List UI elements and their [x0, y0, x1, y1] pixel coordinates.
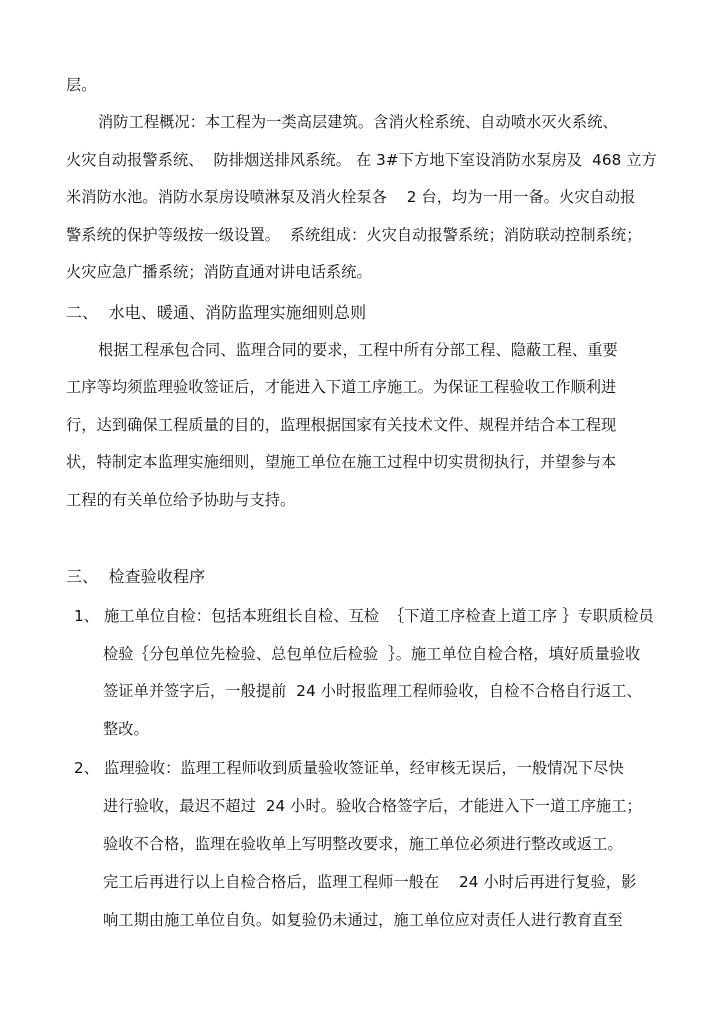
text-line: 签证单并签字后，一般提前 24 小时报监理工程师验收，自检不合格自行返工、: [103, 682, 642, 700]
list-item-1: 1、 施工单位自检：包括本班组长自检、互检 ｛下道工序检查上道工序 ｝专职质检员: [74, 607, 654, 625]
text-line: 验收不合格，监理在验收单上写明整改要求，施工单位必须进行整改或返工。: [103, 835, 623, 853]
text-line: 整改。: [103, 720, 149, 738]
text-line: 层。: [66, 76, 97, 94]
paragraph-fire-overview: 消防工程概况：本工程为一类高层建筑。含消火栓系统、自动喷水灭火系统、: [98, 113, 618, 131]
text-line: 检验｛分包单位先检验、总包单位后检验 ｝。施工单位自检合格，填好质量验收: [103, 645, 641, 663]
text-line: 进行验收，最迟不超过 24 小时。验收合格签字后，才能进入下一道工序施工；: [103, 797, 642, 815]
paragraph-general-rules: 根据工程承包合同、监理合同的要求，工程中所有分部工程、隐蔽工程、重要: [98, 341, 618, 359]
text-line: 火灾应急广播系统；消防直通对讲电话系统。: [66, 263, 372, 281]
section-heading-3: 三、 检查验收程序: [66, 567, 206, 586]
text-line: 工序等均须监理验收签证后，才能进入下道工序施工。为保证工程验收工作顺利进: [66, 378, 617, 396]
text-line: 警系统的保护等级按一级设置。 系统组成：火灾自动报警系统；消防联动控制系统；: [66, 226, 642, 244]
text-line: 火灾自动报警系统、 防排烟送排风系统。 在 3#下方地下室设消防水泵房及 468 立方: [66, 151, 657, 169]
text-line: 工程的有关单位给予协助与支持。: [66, 491, 296, 509]
text-line: 米消防水池。消防水泵房设喷淋泵及消火栓泵各 2 台，均为一用一备。火灾自动报: [66, 188, 636, 206]
text-line: 行，达到确保工程质量的目的，监理根据国家有关技术文件、规程并结合本工程现: [66, 416, 617, 434]
text-line: 响工期由施工单位自负。如复验仍未通过，施工单位应对责任人进行教育直至: [103, 911, 623, 929]
section-heading-2: 二、 水电、暖通、消防监理实施细则总则: [66, 303, 367, 322]
text-line: 状，特制定本监理实施细则，望施工单位在施工过程中切实贯彻执行，并望参与本: [66, 453, 617, 471]
text-line: 完工后再进行以上自检合格后，监理工程师一般在 24 小时后再进行复验，影: [103, 873, 637, 891]
list-item-2: 2、 监理验收：监理工程师收到质量验收签证单，经审核无误后，一般情况下尽快: [74, 759, 624, 777]
